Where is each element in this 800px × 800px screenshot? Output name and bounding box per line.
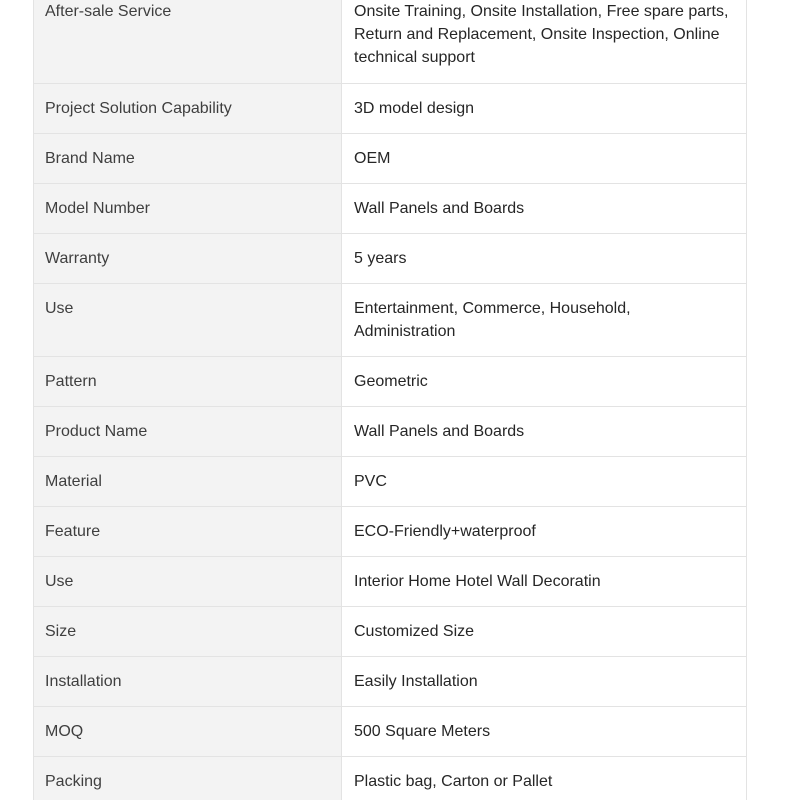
spec-value-cell: ECO-Friendly+waterproof <box>342 507 747 557</box>
spec-value-cell: 5 years <box>342 234 747 284</box>
table-row <box>34 357 747 407</box>
spec-value-cell: Easily Installation <box>342 657 747 707</box>
spec-attribute-cell: Feature <box>34 507 342 557</box>
spec-value-cell: 3D model design <box>342 84 747 134</box>
product-spec-table <box>33 0 747 800</box>
spec-attribute-cell: Installation <box>34 657 342 707</box>
spec-attribute-cell: Pattern <box>34 357 342 407</box>
spec-value-cell: Entertainment, Commerce, Household, Administration <box>342 284 747 357</box>
spec-value-cell: Wall Panels and Boards <box>342 407 747 457</box>
table-row <box>34 0 747 84</box>
table-row <box>34 284 747 357</box>
spec-attribute-cell: Packing <box>34 757 342 800</box>
spec-value-cell: PVC <box>342 457 747 507</box>
table-row <box>34 407 747 457</box>
spec-value-cell: Onsite Training, Onsite Installation, Free spare parts, Return and Replacement, Onsite Inspection, Online technical support <box>342 0 747 84</box>
table-row <box>34 657 747 707</box>
spec-value-cell: Wall Panels and Boards <box>342 184 747 234</box>
table-row <box>34 84 747 134</box>
spec-attribute-cell: Use <box>34 284 342 357</box>
spec-attribute-cell: Project Solution Capability <box>34 84 342 134</box>
table-row <box>34 184 747 234</box>
spec-attribute-cell: Model Number <box>34 184 342 234</box>
spec-attribute-cell: MOQ <box>34 707 342 757</box>
spec-value-cell: Geometric <box>342 357 747 407</box>
table-row <box>34 234 747 284</box>
table-row <box>34 707 747 757</box>
spec-value-cell: OEM <box>342 134 747 184</box>
spec-attribute-cell: Product Name <box>34 407 342 457</box>
spec-value-cell: Plastic bag, Carton or Pallet <box>342 757 747 800</box>
table-row <box>34 607 747 657</box>
table-row <box>34 557 747 607</box>
spec-value-cell: 500 Square Meters <box>342 707 747 757</box>
spec-attribute-cell: Warranty <box>34 234 342 284</box>
table-row <box>34 507 747 557</box>
table-row <box>34 134 747 184</box>
spec-attribute-cell: Brand Name <box>34 134 342 184</box>
spec-attribute-cell: Material <box>34 457 342 507</box>
table-row <box>34 457 747 507</box>
spec-value-cell: Customized Size <box>342 607 747 657</box>
spec-attribute-cell: After-sale Service <box>34 0 342 84</box>
spec-attribute-cell: Size <box>34 607 342 657</box>
table-row <box>34 757 747 800</box>
spec-attribute-cell: Use <box>34 557 342 607</box>
spec-value-cell: Interior Home Hotel Wall Decoratin <box>342 557 747 607</box>
